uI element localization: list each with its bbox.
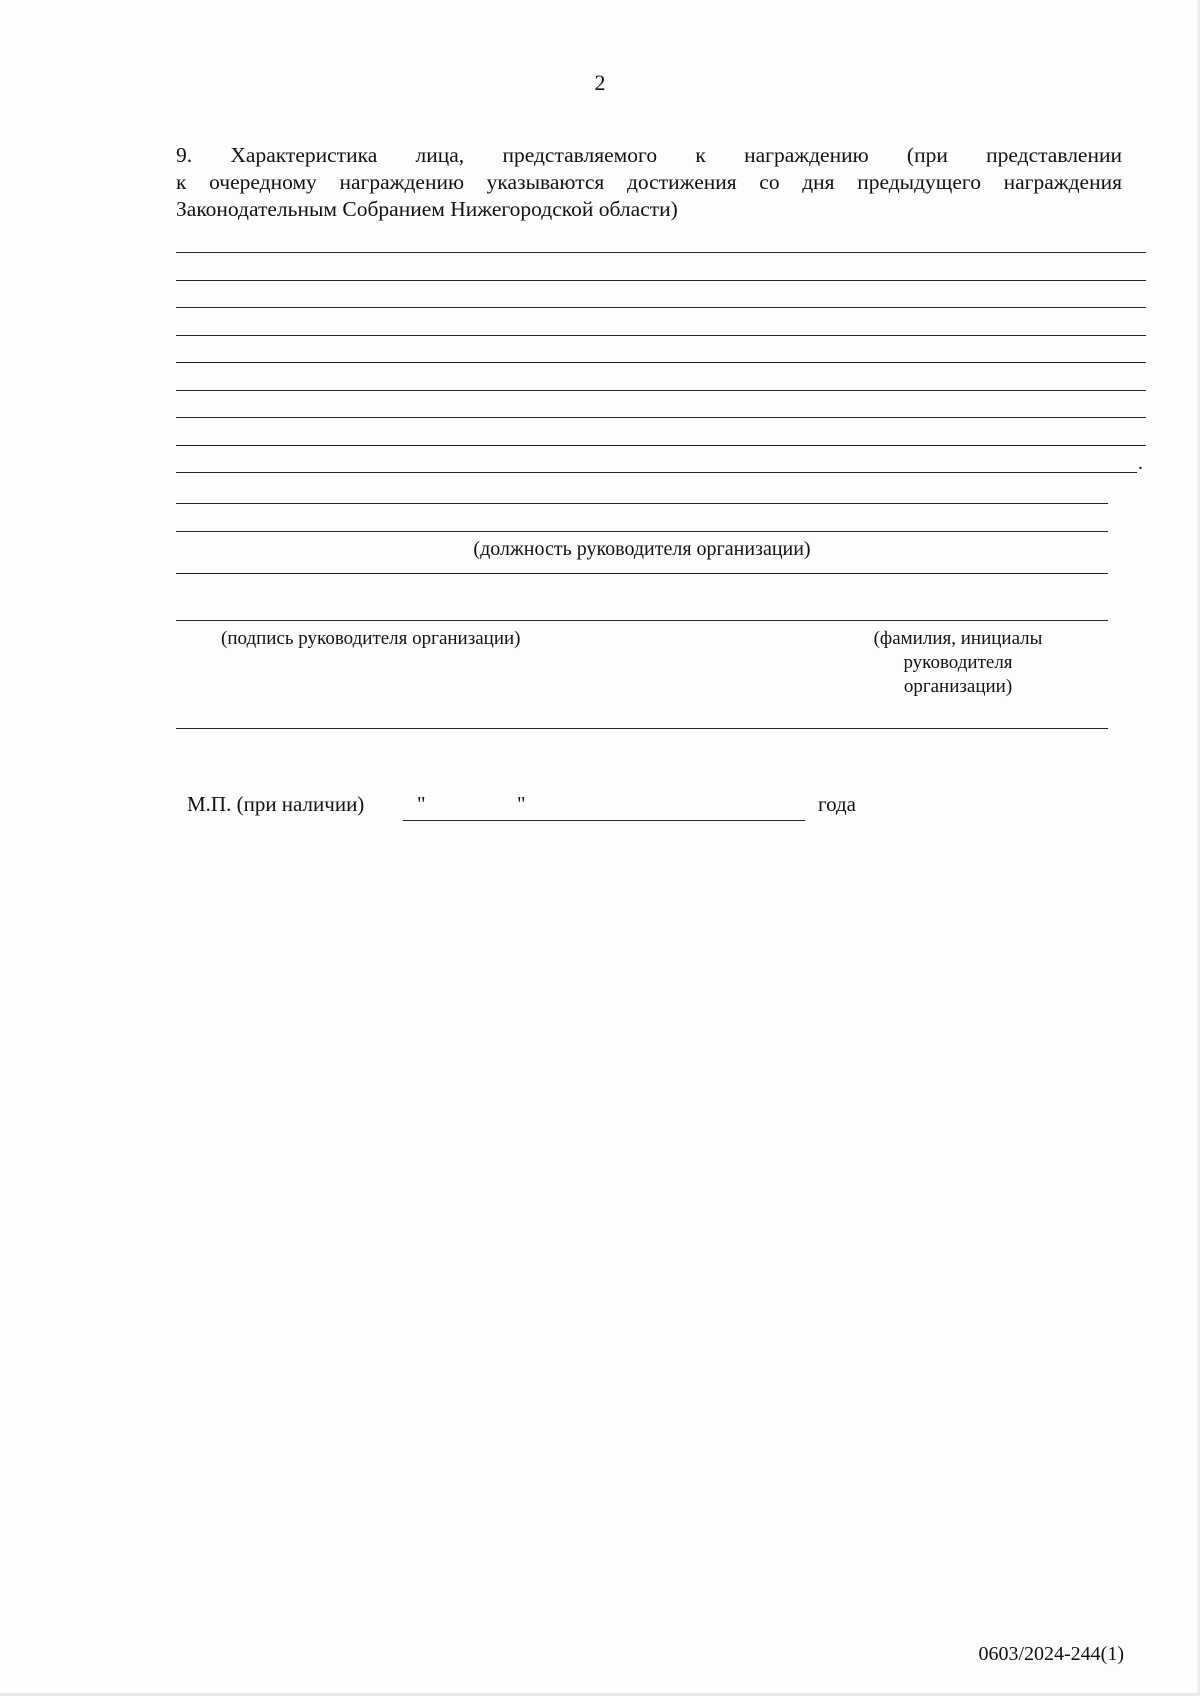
characteristic-fill-line[interactable] (176, 362, 1146, 363)
characteristic-fill-line[interactable] (176, 445, 1146, 446)
characteristic-fill-line[interactable] (176, 280, 1146, 281)
position-fill-line[interactable] (176, 531, 1108, 532)
section-9-heading (176, 142, 1122, 223)
stamp-label: М.П. (при наличии) (187, 792, 365, 816)
section-heading-line-3: Законодательным Собранием Нижегородской области) (176, 197, 678, 221)
fill-line-end-mark: . (1138, 452, 1143, 474)
signature-name-fill-line[interactable] (176, 620, 1108, 621)
section-heading-line-2: к очередному награждению указываются достижения со дня предыдущего награждения (176, 170, 1122, 194)
document-code: 0603/2024-244(1) (978, 1643, 1124, 1665)
section-heading-line-1: 9. Характеристика лица, представляемого к награждению (при представлении (176, 143, 1122, 167)
extra-fill-line[interactable] (176, 728, 1108, 729)
name-caption-line-3: организации) (903, 676, 1013, 697)
date-fill-line[interactable] (403, 792, 805, 821)
position-fill-line[interactable] (176, 503, 1108, 504)
position-caption: (должность руководителя организации) (473, 538, 811, 560)
date-quote-close: " (517, 792, 526, 816)
name-caption-line-2: руководителя (903, 652, 1013, 673)
characteristic-fill-line-last[interactable] (176, 472, 1137, 473)
position-fill-line[interactable] (176, 573, 1108, 574)
signature-caption: (подпись руководителя организации) (221, 628, 521, 649)
year-label: года (818, 792, 856, 816)
characteristic-fill-line[interactable] (176, 252, 1146, 253)
characteristic-fill-line[interactable] (176, 390, 1146, 391)
characteristic-fill-line[interactable] (176, 417, 1146, 418)
name-caption (828, 627, 1088, 699)
characteristic-fill-line[interactable] (176, 307, 1146, 308)
name-caption-line-1: (фамилия, инициалы (873, 628, 1043, 649)
page-number: 2 (594, 70, 606, 95)
characteristic-fill-line[interactable] (176, 335, 1146, 336)
date-quote-open: " (417, 792, 426, 816)
